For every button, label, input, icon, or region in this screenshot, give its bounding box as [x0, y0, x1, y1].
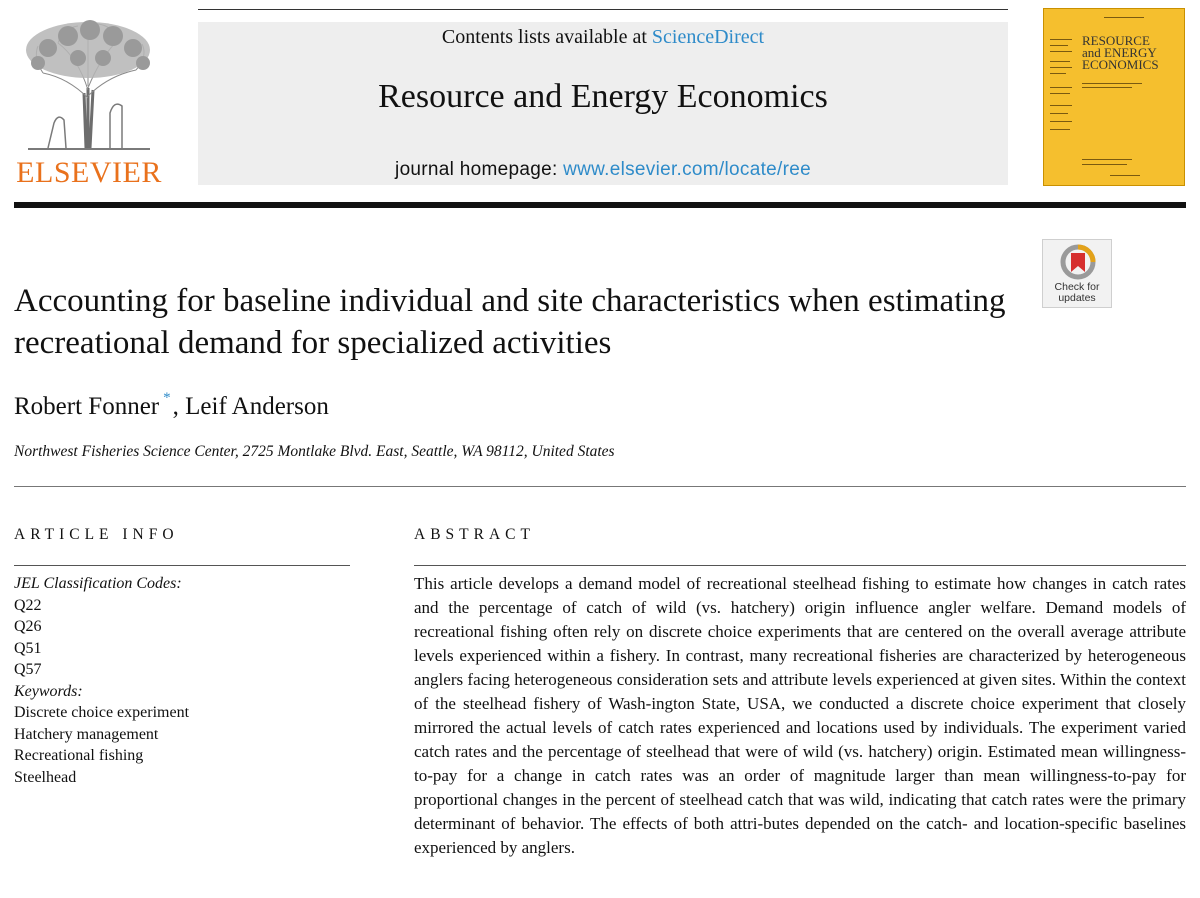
article-title: Accounting for baseline individual and site characteristics when estimating recreational demand for specialized activities: [14, 283, 1006, 361]
abstract-rule: [414, 565, 1186, 566]
section-divider: [14, 486, 1186, 487]
cover-text-line: [1050, 121, 1072, 122]
jel-code: Q57: [14, 661, 42, 678]
author-affiliation: Northwest Fisheries Science Center, 2725 Montlake Blvd. East, Seattle, WA 98112, United States: [14, 443, 615, 460]
author-name[interactable]: , Leif Anderson: [172, 393, 329, 420]
check-updates-label: [1043, 282, 1111, 304]
jel-code: Q51: [14, 639, 42, 657]
journal-header: [198, 22, 1008, 185]
publisher-logo[interactable]: [14, 18, 164, 189]
jel-code: Q26: [14, 618, 42, 635]
homepage-line: [198, 159, 1008, 181]
publisher-name: ELSEVIER: [16, 156, 162, 189]
header-top-rule: [198, 9, 1008, 10]
article-info-rule: [14, 565, 350, 566]
cover-text-line: [1082, 164, 1127, 165]
cover-text-line: [1050, 105, 1072, 106]
abstract-heading: ABSTRACT: [414, 526, 535, 543]
cover-text-line: [1050, 113, 1068, 114]
cover-title-line: RESOURCE: [1082, 33, 1150, 48]
author-name[interactable]: Robert Fonner: [14, 393, 160, 420]
cover-title-line: and ENERGY: [1082, 45, 1157, 60]
journal-title[interactable]: Resource and Energy Economics: [378, 78, 828, 115]
cover-text-line: [1050, 93, 1070, 94]
author-list: [14, 390, 329, 421]
jel-label: JEL Classification Codes:: [14, 575, 182, 592]
header-divider: [14, 202, 1186, 208]
cover-text-line: [1110, 175, 1140, 176]
cover-text-line: [1050, 39, 1072, 40]
check-for-updates-button[interactable]: [1042, 239, 1112, 308]
cover-text-line: [1082, 83, 1142, 84]
cover-text-line: [1050, 129, 1070, 130]
contents-line: [198, 26, 1008, 49]
cover-text-line: [1082, 87, 1132, 88]
homepage-prefix: journal homepage:: [395, 159, 558, 180]
keywords-label: Keywords:: [14, 682, 83, 700]
check-updates-icon: [1060, 244, 1096, 280]
abstract-body: This article develops a demand model of recreational steelhead fishing to estimate how changes in catch rates and the percentage of catch of wild (vs. hatchery) origin influence angler welfare. Demand models of recreational fishing often rely on discrete choice experiments that are centered on the overall average attribute levels experienced within a fishery. In contrast, many recreational fisheries are characterized by heterogeneous anglers facing heterogeneous consideration sets and attribute levels experienced at given sites. Within the context of the steelhead fishery of Wash-ington State, USA, we conducted a discrete choice experiment that closely mirrored the actual levels of catch rates experienced and locations used by individuals. The experiment varied catch rates and the percentage of steelhead that were of wild (vs. hatchery) origin. Estimated mean willingness-to-pay for a change in catch rates was an order of magnitude larger than mean willingness-to-pay for proportional changes in the percent of steelhead catch that was wild, indicating that catch rates were the primary determinant of behavior. The effects of both attri-butes depended on the catch- and location-specific baselines experienced by anglers.: [414, 574, 1186, 857]
article-info: [14, 573, 350, 788]
article-info-heading: ARTICLE INFO: [14, 526, 179, 543]
cover-title-line: ECONOMICS: [1082, 57, 1159, 72]
sciencedirect-link[interactable]: ScienceDirect: [651, 26, 765, 48]
cover-text-line: [1082, 159, 1132, 160]
check-updates-label-line: updates: [1058, 292, 1096, 304]
cover-text-line: [1050, 51, 1072, 52]
journal-homepage-link[interactable]: www.elsevier.com/locate/ree: [563, 159, 811, 180]
cover-text-line: [1050, 67, 1072, 68]
keyword: Hatchery management: [14, 725, 159, 743]
jel-code: Q22: [14, 596, 42, 614]
keyword: Discrete choice experiment: [14, 704, 190, 721]
cover-text-line: [1050, 61, 1070, 62]
cover-text-line: [1050, 73, 1066, 74]
cover-issn-line: [1104, 17, 1144, 18]
cover-text-line: [1050, 45, 1068, 46]
keyword: Steelhead: [14, 768, 77, 786]
corresponding-author-mark[interactable]: *: [163, 390, 171, 406]
contents-prefix: Contents lists available at: [441, 26, 647, 48]
journal-cover[interactable]: [1043, 8, 1185, 186]
cover-title: [1082, 35, 1182, 71]
keyword: Recreational fishing: [14, 747, 144, 764]
cover-text-line: [1050, 87, 1072, 88]
check-updates-label-line: Check for: [1054, 281, 1100, 293]
elsevier-tree-icon: [18, 18, 160, 153]
